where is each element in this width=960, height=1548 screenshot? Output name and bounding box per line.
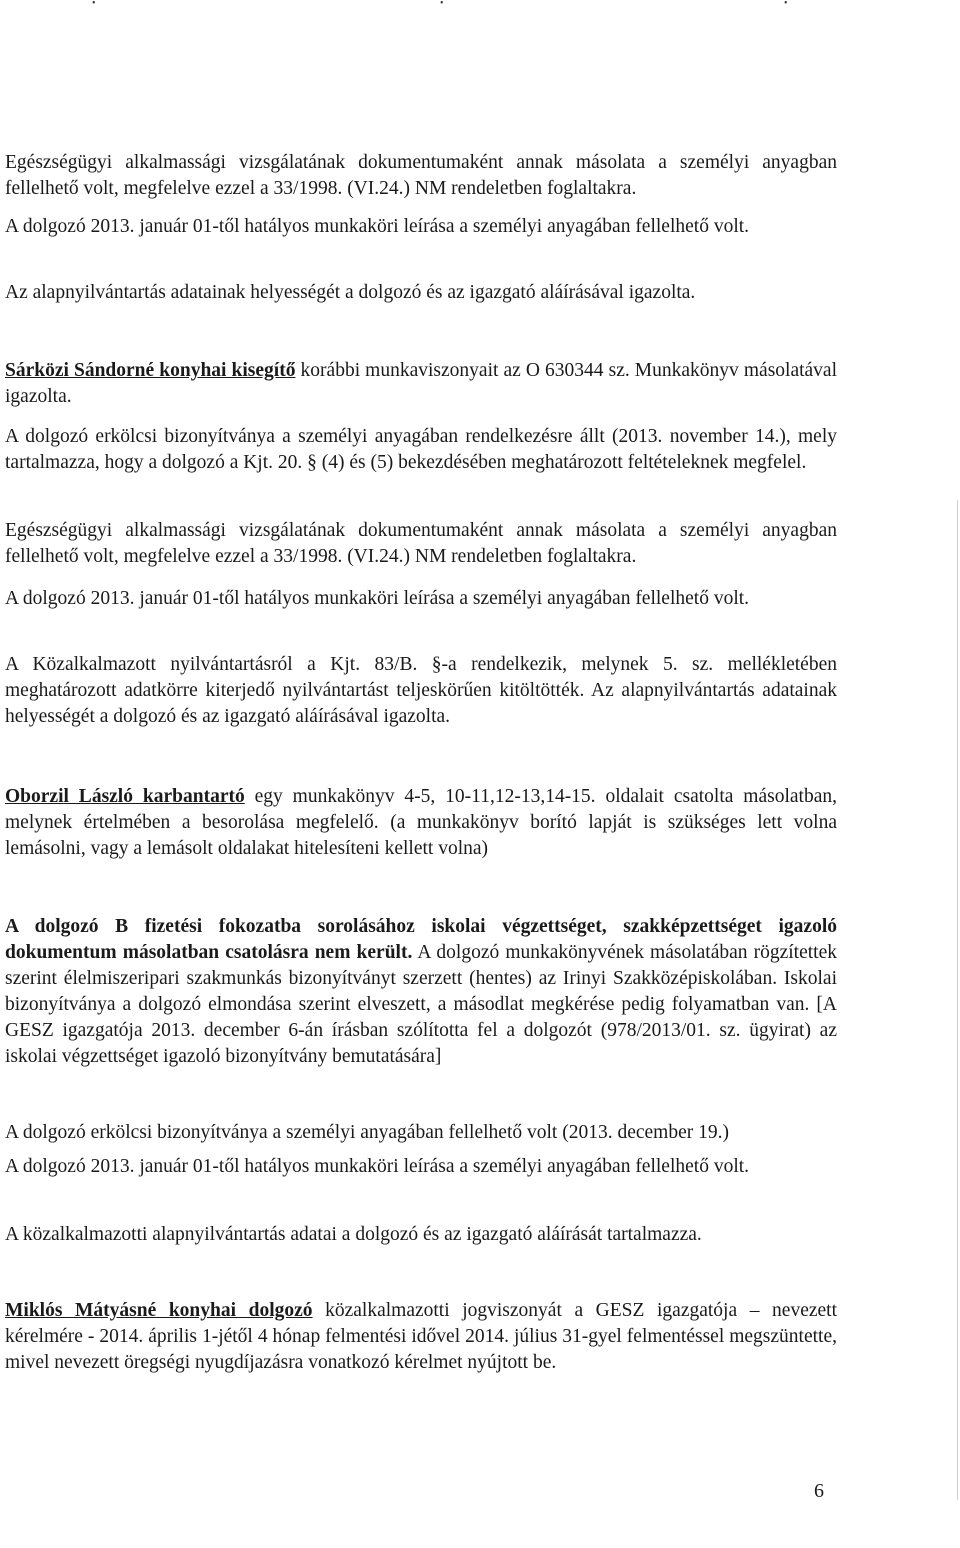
- paragraph-job-description-3: A dolgozó 2013. január 01-től hatályos munkaköri leírása a személyi anyagában fellelhető volt.: [5, 1156, 750, 1177]
- scan-speck: •: [440, 0, 444, 9]
- scan-edge-line: [957, 500, 958, 1500]
- paragraph-sarkozi-text: korábbi munkaviszonyait az O 630344 sz. Munkakönyv másolatával igazolta.: [5, 360, 837, 407]
- paragraph-base-register-1: Az alapnyilvántartás adatainak helyességét a dolgozó és az igazgató aláírásával igazolta.: [5, 282, 696, 303]
- scan-speck: •: [92, 0, 96, 9]
- page-number: 6: [814, 1480, 824, 1502]
- employee-name-sarkozi: Sárközi Sándorné konyhai kisegítő: [5, 360, 296, 381]
- paragraph-health-check-1: Egészségügyi alkalmassági vizsgálatának dokumentumaként annak másolata a személyi anyagban fellelhető volt, megfelelve ezzel a 33/1998. (VI.24.) NM rendeletben foglaltakra.: [5, 152, 837, 199]
- paragraph-oborzil-text: egy munkakönyv 4-5, 10-11,12-13,14-15. oldalait csatolta másolatban, melynek értelmében a besorolása megfelelő. (a munkakönyv borító lapját is szükséges lett volna lemásolni, vagy a lemásolt oldalakat hitelesíteni kellett volna): [5, 786, 837, 859]
- employee-name-oborzil: Oborzil László karbantartó: [5, 786, 245, 807]
- paragraph-certificate-1: A dolgozó erkölcsi bizonyítványa a személyi anyagában rendelkezésre állt (2013. november 14.), mely tartalmazza, hogy a dolgozó a Kjt. 20. § (4) és (5) bekezdésében meghatározott feltételeknek megfelel.: [5, 426, 837, 473]
- paragraph-base-register-2: A közalkalmazotti alapnyilvántartás adatai a dolgozó és az igazgató aláírását tartalmazza.: [5, 1224, 702, 1245]
- paragraph-register-law: A Közalkalmazott nyilvántartásról a Kjt. 83/B. §-a rendelkezik, melynek 5. sz. mellékletében meghatározott adatkörre kiterjedő nyilvántartást teljeskörűen kitöltötték. Az alapnyilvántartás adatainak helyességét a dolgozó és az igazgató aláírásával igazolta.: [5, 654, 837, 727]
- paragraph-certificate-2: A dolgozó erkölcsi bizonyítványa a személyi anyagában fellelhető volt (2013. december 19.): [5, 1122, 729, 1143]
- paragraph-job-description-1: A dolgozó 2013. január 01-től hatályos munkaköri leírása a személyi anyagában fellelhető volt.: [5, 216, 750, 237]
- paragraph-health-check-2: Egészségügyi alkalmassági vizsgálatának dokumentumaként annak másolata a személyi anyagban fellelhető volt, megfelelve ezzel a 33/1998. (VI.24.) NM rendeletben foglaltakra.: [5, 520, 837, 567]
- paragraph-oborzil: [5, 784, 837, 862]
- qualification-finding: A dolgozó B fizetési fokozatba sorolásához iskolai végzettséget, szakképzettséget igazoló dokumentum másolatban csatolásra nem került.: [5, 916, 837, 963]
- paragraph-job-description-2: A dolgozó 2013. január 01-től hatályos munkaköri leírása a személyi anyagában fellelhető volt.: [5, 588, 750, 609]
- paragraph-miklos-text: közalkalmazotti jogviszonyát a GESZ igazgatója – nevezett kérelmére - 2014. április 1-jétől 4 hónap felmentési idővel 2014. július 31-gyel felmentéssel megszüntette, mivel nevezett öregségi nyugdíjazásra vonatkozó kérelmet nyújtott be.: [5, 1300, 837, 1373]
- employee-name-miklos: Miklós Mátyásné konyhai dolgozó: [5, 1300, 313, 1321]
- scan-speck: •: [784, 0, 788, 9]
- paragraph-qualification-text: A dolgozó munkakönyvének másolatában rögzítettek szerint élelmiszeripari szakmunkás bizonyítványt szerzett (hentes) az Irinyi Szakközépiskolában. Iskolai bizonyítványa a dolgozó elmondása szerint elveszett, a másodlat megkérése pedig folyamatban van. [A GESZ igazgatója 2013. december 6-án írásban szólította fel a dolgozót (978/2013/01. sz. ügyirat) az iskolai végzettséget igazoló bizonyítvány bemutatására]: [5, 942, 837, 1067]
- paragraph-miklos: [5, 1298, 837, 1376]
- paragraph-sarkozi: [5, 358, 837, 410]
- paragraph-qualification: [5, 914, 837, 1070]
